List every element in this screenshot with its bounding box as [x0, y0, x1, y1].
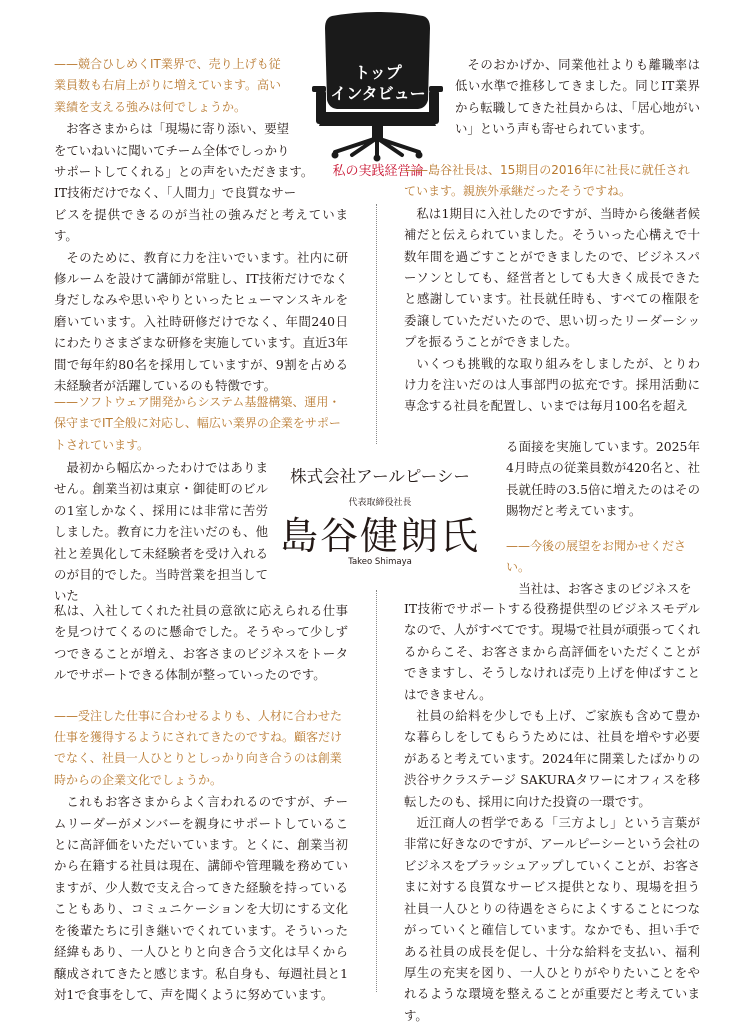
right-column-bottom [404, 598, 700, 1026]
answer-7-part1: いくつも挑戦的な取り組みをしましたが、とりわけ力を注いだのは人事部門の拡充です。採用活動に専念する社員を配置し、いまでは毎月100名を超え [404, 355, 700, 414]
answer-2: そのために、教育に力を注いでいます。社内に研修ルームを設けて講師が常駐し、IT技術だけでなく身だしなみや思いやりといったヒューマンスキルを磨いています。入社時研修だけでなく、年間240日にわたりさまざまな研修を実施しています。直近3年間で毎年約80名を採用していますが、9割を占める未経験者が活躍しているのも特徴です。 [54, 249, 348, 394]
answer-1-cont: をていねいに聞いてチーム全体でしっかり サポートしてくれる」との声をいただきます。 IT技術だけでなく、「人間力」で良質なサー ビスを提供できるのが当社の強みだと考えています。 [54, 142, 348, 244]
question-1: ——競合ひしめくIT業界で、売り上げも従 業員数も右肩上がりに増えています。高い 業績を支える強みは何でしょうか。 [54, 57, 282, 114]
left-column-bottom [54, 600, 348, 1005]
company-name: 株式会社アールピーシー [290, 467, 470, 486]
section-title-line1: トップ [354, 63, 402, 82]
left-column-narrow [54, 457, 268, 607]
question-3: ——受注した仕事に合わせるよりも、人材に合わせた仕事を獲得するようにされてきたのですね。顧客だけでなく、社員一人ひとりとしっかり向き合うのは創業時からの企業文化でしょうか。 [54, 708, 343, 787]
right-column-narrow [506, 436, 700, 600]
executive-position: 代表取締役社長 [348, 498, 412, 508]
column-divider-top [376, 204, 377, 444]
answer-5: そのおかげか、同業他社よりも離職率は低い水準で推移してきました。同じIT業界から転職してきた社員からは、「居心地がいい」という声も寄せられています。 [455, 57, 700, 137]
answer-6: 私は1期目に入社したのですが、当時から後継者候補だと伝えられていました。そういった心構えで十数年間を過ごすことができましたので、ビジネスパーソンとしても、経営者としても大きく成長できたと感謝しています。社長就任時も、すべての権限を委譲していただいたので、思い切ったリーダーシップを振るうことができました。 [404, 205, 700, 350]
answer-1: お客さまからは「現場に寄り添い、要望 [66, 121, 290, 137]
answer-9: 社員の給料を少しでも上げ、ご家族も含めて豊かな暮らしをしてもらうためには、社員を増やす必要があると考えています。2024年に開業したばかりの渋谷サクラステージ SAKURAタワーにオフィスを移転したのも、採用に向けた投資の一環です。 [404, 708, 700, 809]
answer-3-part2: 私は、入社してくれた社員の意欲に応えられる仕事を見つけてくるのに懸命でした。そうやって少しずつできることが増え、お客さまのビジネスをトータルでサポートできる体制が整っていったのです。 [54, 603, 348, 683]
answer-8-part1: 当社は、お客さまのビジネスを [518, 581, 692, 597]
section-caption: 私の実践経営論 [332, 164, 424, 179]
answer-4: これもお客さまからよく言われるのですが、チームリーダーがメンバーを親身にサポートしていることに高評価をいただいています。とくに、創業当初から在籍する社員は現在、講師や管理職を務めていますが、少人数で支え合ってきた経験を持っていることもあり、コミュニケーションを大切にする文化を後輩たちに引き継いでくれています。そういった経緯もあり、一人ひとりと向き合う文化は早くから醸成されてきたと感じます。私自身も、毎週社員と1対1で食事をして、声を聞くように努めています。 [54, 794, 348, 1002]
question-2: ——ソフトウェア開発からシステム基盤構築、運用・保守までIT全般に対応し、幅広い業界の企業をサポートされています。 [54, 395, 341, 452]
left-column-top [54, 54, 348, 397]
answer-8-part2: IT技術でサポートする役務提供型のビジネスモデルなので、人がすべてです。現場で社員が頑張ってくれるからこそ、お客さまから高評価をいただくことができますし、そうしなければ売り上げを伸ばすことはできません。 [404, 601, 700, 702]
right-column-mid [404, 160, 700, 417]
executive-name: 島谷健朗氏 [279, 514, 480, 558]
section-title-line2: インタビュー [330, 84, 426, 103]
column-divider-bottom [376, 590, 377, 992]
right-column-top [455, 54, 700, 140]
question-5: ——今後の展望をお聞かせください。 [506, 538, 687, 575]
answer-10: 近江商人の哲学である「三方よし」という言葉が非常に好きなのですが、アールピーシーという会社のビジネスをブラッシュアップしていくことが、お客さまに対する良質なサービス提供となり、現場を担う社員一人ひとりの待遇をさらによくすることにつながっていくと確信しています。なかでも、担い手である社員の成長を促し、十分な給料を支払い、福利厚生の充実を図り、一人ひとりがやりたいことをやれるような環境を整えることが重要だと考えています。 [404, 815, 701, 1023]
answer-3-part1: 最初から幅広かったわけではありません。創業当初は東京・御徒町のビルの1室しかなく、採用には非常に苦労しました。教育に力を注いだのも、他社と差異化して未経験者を受け入れるのが目的でした。当時営業を担当していた [54, 460, 268, 604]
executive-romaji: Takeo Shimaya [348, 557, 412, 567]
left-column-q2 [54, 392, 348, 456]
answer-7-part2: る面接を実施しています。2025年4月時点の従業員数が420名と、社長就任時の3.5倍に増えたのはその賜物だと考えています。 [506, 439, 700, 519]
question-4: ——島谷社長は、15期目の2016年に社長に就任されています。親族外承継だったそうですね。 [404, 163, 690, 199]
